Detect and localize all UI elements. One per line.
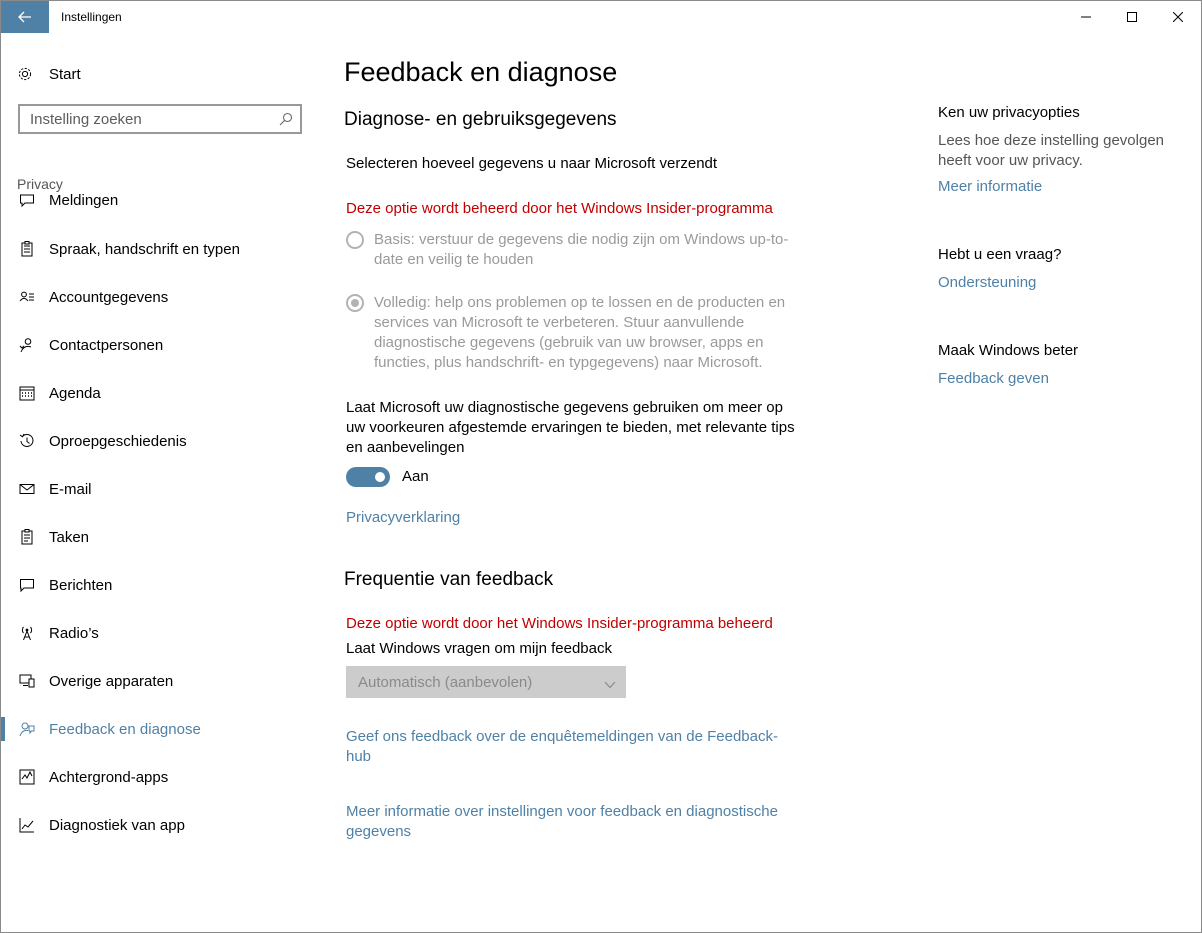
improve-windows-title: Maak Windows beter xyxy=(938,342,1079,359)
close-button[interactable] xyxy=(1155,1,1201,33)
back-button[interactable] xyxy=(1,1,49,33)
other-devices-icon xyxy=(19,673,35,689)
sidebar-item-mail[interactable] xyxy=(1,469,321,509)
diagnostics-intro: Selecteren hoeveel gegevens u naar Microsoft verzendt xyxy=(346,155,718,172)
sidebar-item-contacts[interactable] xyxy=(1,325,321,365)
sidebar-item-account-info[interactable] xyxy=(1,277,321,317)
feedback-hub-link[interactable]: Geef ons feedback over de enquêtemeldingen van de Feedback-hub xyxy=(346,728,778,765)
close-icon xyxy=(1173,12,1183,22)
sidebar-item-other-devices[interactable] xyxy=(1,661,321,701)
sidebar-item-feedback-diagnostics[interactable] xyxy=(1,709,321,749)
sidebar-item-radios[interactable] xyxy=(1,613,321,653)
speech-icon xyxy=(19,241,35,257)
feedback-icon xyxy=(19,721,35,737)
more-information-link[interactable]: Meer informatie xyxy=(938,178,1043,195)
sidebar-item-call-history[interactable] xyxy=(1,421,321,461)
sidebar-item-tasks[interactable] xyxy=(1,517,321,557)
back-arrow-icon xyxy=(18,11,32,23)
gear-icon xyxy=(17,66,33,82)
question-title: Hebt u een vraag? xyxy=(938,246,1062,263)
maximize-icon xyxy=(1127,12,1137,22)
minimize-button[interactable] xyxy=(1063,1,1109,33)
sidebar-item-label: E-mail xyxy=(49,480,92,498)
sidebar-item-speech[interactable] xyxy=(1,229,321,269)
notifications-icon xyxy=(19,192,35,208)
sidebar-item-label: Accountgegevens xyxy=(49,288,169,306)
search-input[interactable] xyxy=(20,111,270,128)
give-feedback-link[interactable]: Feedback geven xyxy=(938,370,1049,387)
sidebar-item-calendar[interactable] xyxy=(1,373,321,413)
nav-home[interactable] xyxy=(17,61,81,87)
sidebar-item-label: Radio’s xyxy=(49,624,99,642)
nav-list[interactable] xyxy=(1,189,321,909)
page-title: Feedback en diagnose xyxy=(344,57,618,87)
sidebar-item-label: Contactpersonen xyxy=(49,336,164,354)
feedback-frequency-dropdown[interactable] xyxy=(346,666,626,698)
toggle-state-label: Aan xyxy=(402,468,429,485)
tailored-experiences-text: Laat Microsoft uw diagnostische gegevens gebruiken om meer op uw voorkeuren afgestemde ervaringen te bieden, met relevante tips en aanbevelingen xyxy=(346,399,795,456)
messages-icon xyxy=(19,577,35,593)
selection-indicator xyxy=(1,717,5,741)
sidebar-item-label: Oproepgeschiedenis xyxy=(49,432,187,450)
mail-icon xyxy=(19,481,35,497)
sidebar-item-label: Overige apparaten xyxy=(49,672,174,690)
sidebar-item-label: Spraak, handschrift en typen xyxy=(49,240,240,258)
tailored-experiences-toggle[interactable] xyxy=(346,467,390,487)
frequency-managed-warning: Deze optie wordt door het Windows Insider-programma beheerd xyxy=(346,615,773,632)
chevron-down-icon xyxy=(604,676,616,694)
call-history-icon xyxy=(19,433,35,449)
sidebar-item-label: Taken xyxy=(49,528,90,546)
sidebar-item-label: Achtergrond-apps xyxy=(49,768,169,786)
sidebar-item-label: Agenda xyxy=(49,384,101,402)
background-apps-icon xyxy=(19,769,35,785)
maximize-button[interactable] xyxy=(1109,1,1155,33)
diagnostics-managed-warning: Deze optie wordt beheerd door het Windows Insider-programma xyxy=(346,200,773,217)
radio-basic-circle[interactable] xyxy=(346,231,364,249)
support-link[interactable]: Ondersteuning xyxy=(938,274,1037,291)
sidebar-item-label: Berichten xyxy=(49,576,113,594)
radio-basic[interactable] xyxy=(346,230,796,270)
frequency-label: Laat Windows vragen om mijn feedback xyxy=(346,640,612,657)
title-bar xyxy=(1,1,1201,33)
sidebar-item-notifications[interactable] xyxy=(1,189,321,220)
diagnostics-heading: Diagnose- en gebruiksgegevens xyxy=(344,109,617,130)
sidebar-item-label: Feedback en diagnose xyxy=(49,720,201,738)
dropdown-value: Automatisch (aanbevolen) xyxy=(358,673,533,691)
search-icon[interactable] xyxy=(279,112,293,126)
window-title: Instellingen xyxy=(61,10,122,24)
minimize-icon xyxy=(1081,12,1091,22)
privacy-statement-link[interactable]: Privacyverklaring xyxy=(346,509,461,526)
toggle-knob xyxy=(375,472,385,482)
search-box[interactable] xyxy=(18,104,302,134)
app-diagnostics-icon xyxy=(19,817,35,833)
tasks-icon xyxy=(19,529,35,545)
sidebar-item-app-diagnostics[interactable] xyxy=(1,805,321,845)
radio-basic-label: Basis: verstuur de gegevens die nodig zijn om Windows up-to-date en veilig te houden xyxy=(374,231,789,268)
privacy-options-text: Lees hoe deze instelling gevolgen heeft voor uw privacy. xyxy=(938,132,1165,169)
section-label: Privacy xyxy=(17,176,63,192)
sidebar xyxy=(1,33,321,932)
radio-full-label: Volledig: help ons problemen op te lossen en de producten en services van Microsoft te verbeteren. Stuur aanvullende diagnostische gegevens (gebruik van uw browser, apps en functies, plus handschrift- en typgegevens) naar Microsoft. xyxy=(374,294,786,371)
feedback-frequency-heading: Frequentie van feedback xyxy=(344,569,554,590)
sidebar-item-label: Diagnostiek van app xyxy=(49,816,185,834)
sidebar-item-label: Meldingen xyxy=(49,191,119,209)
account-info-icon xyxy=(19,289,35,305)
more-info-feedback-link[interactable]: Meer informatie over instellingen voor feedback en diagnostische gegevens xyxy=(346,803,778,840)
sidebar-item-messages[interactable] xyxy=(1,565,321,605)
radio-full[interactable] xyxy=(346,293,796,373)
radio-icon xyxy=(19,625,35,641)
contacts-icon xyxy=(19,337,35,353)
sidebar-item-background-apps[interactable] xyxy=(1,757,321,797)
privacy-options-title: Ken uw privacyopties xyxy=(938,104,1080,121)
radio-full-circle[interactable] xyxy=(346,294,364,312)
nav-home-label: Start xyxy=(49,65,81,83)
calendar-icon xyxy=(19,385,35,401)
